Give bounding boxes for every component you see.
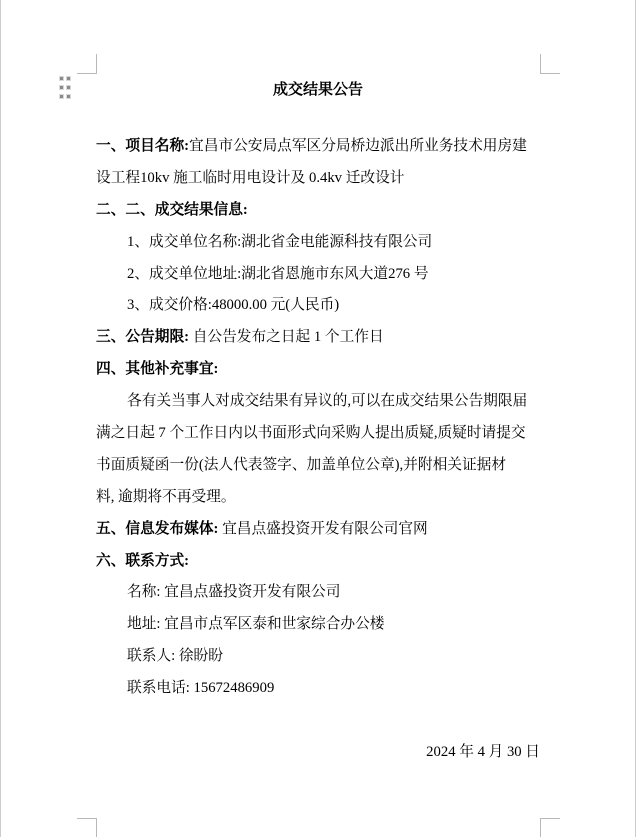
doc-line-label: 五、信息发布媒体: [96, 520, 219, 537]
margin-crop-mark-bottom-left [77, 818, 97, 837]
doc-line [96, 131, 540, 163]
doc-line [96, 354, 540, 386]
document-title: 成交结果公告 [272, 82, 363, 98]
margin-crop-mark-bottom-right [540, 818, 560, 837]
doc-line-label: 三、公告期限: [96, 329, 190, 346]
margin-crop-mark-top-left [77, 54, 97, 74]
page-left-edge [0, 0, 1, 837]
doc-line-label: 六、联系方式: [96, 552, 190, 569]
doc-line-text: 宜昌市公安局点军区分局桥边派出所业务技术用房建 [189, 138, 527, 154]
doc-line [96, 290, 540, 322]
doc-line-label: 二、二、成交结果信息: [96, 201, 248, 218]
doc-line-text: 名称: 宜昌点盛投资开发有限公司 [127, 584, 341, 601]
doc-line-text: 各有关当事人对成交结果有异议的,可以在成交结果公告期限届 [127, 393, 528, 410]
doc-line-text: 联系电话: 15672486909 [127, 680, 275, 697]
document-body[interactable] [96, 131, 540, 769]
doc-line-text: 满之日起 7 个工作日内以书面形式向采购人提出质疑,质疑时请提交 [96, 425, 526, 442]
doc-line-text: 3、成交价格:48000.00 元(人民币) [127, 297, 340, 314]
doc-line [96, 673, 540, 705]
doc-line [96, 482, 540, 514]
doc-line [96, 163, 540, 195]
doc-line-label: 一、项目名称: [96, 138, 190, 154]
doc-line [96, 546, 540, 578]
doc-line-text: 联系人: 徐盼盼 [127, 648, 223, 665]
doc-line-text: 自公告发布之日起 1 个工作日 [189, 329, 384, 346]
doc-line-text: 书面质疑函一份(法人代表签字、加盖单位公章),并附相关证据材 [96, 456, 507, 473]
doc-line [96, 227, 540, 259]
doc-line-label: 四、其他补充事宜: [96, 361, 219, 378]
doc-line-text: 料, 逾期将不再受理。 [96, 488, 236, 505]
doc-line-text: 2、成交单位地址:湖北省恩施市东风大道276 号 [127, 265, 429, 282]
doc-line [96, 609, 540, 641]
doc-line-text: 地址: 宜昌市点军区泰和世家综合办公楼 [127, 616, 385, 633]
doc-line-text: 设工程10kv 施工临时用电设计及 0.4kv 迁改设计 [96, 169, 405, 186]
doc-line [96, 386, 540, 418]
margin-crop-mark-top-right [540, 54, 560, 74]
doc-line [96, 195, 540, 227]
doc-line [96, 641, 540, 673]
doc-line-text: 1、成交单位名称:湖北省金电能源科技有限公司 [127, 233, 433, 250]
doc-line [96, 577, 540, 609]
doc-line [96, 259, 540, 291]
document-date: 2024 年 4 月 30 日 [426, 743, 540, 760]
drag-anchor-icon[interactable] [60, 77, 70, 98]
doc-line-text: 宜昌点盛投资开发有限公司官网 [218, 520, 428, 537]
doc-line [96, 450, 540, 482]
doc-line [96, 322, 540, 354]
doc-line [96, 418, 540, 450]
doc-line [96, 514, 540, 546]
